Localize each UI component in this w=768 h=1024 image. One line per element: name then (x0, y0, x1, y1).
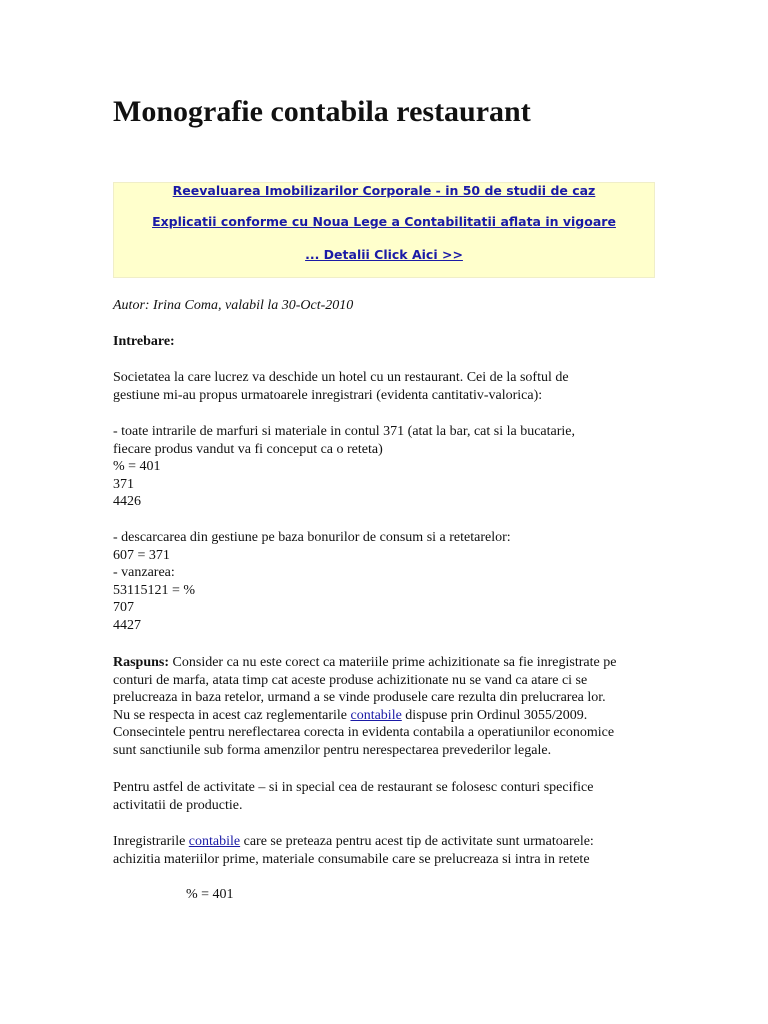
text-line: Societatea la care lucrez va deschide un hotel cu un restaurant. Cei de la softul de (113, 370, 569, 385)
contabile-link[interactable]: contabile (350, 707, 402, 723)
text-line: - vanzarea: (113, 565, 175, 580)
promo-link-detalii[interactable]: ... Detalii Click Aici >> (305, 247, 463, 262)
page-title: Monografie contabila restaurant (113, 95, 531, 128)
entry-line: % = 401 (113, 459, 161, 474)
text-line: sunt sanctiunile sub forma amenzilor pentru nerespectarea prevederilor legale. (113, 742, 552, 758)
entry-line: 607 = 371 (113, 547, 170, 563)
final-equation: % = 401 (186, 887, 234, 902)
records-text: Inregistrarile (113, 834, 189, 849)
entry-line: 371 (113, 476, 134, 492)
entry-line: 4426 (113, 494, 141, 509)
promo-box (113, 182, 655, 278)
answer-text: Consider ca nu este corect ca materiile prime achizitionate sa fie inregistrate pe (169, 655, 617, 670)
contabile-link[interactable]: contabile (188, 834, 241, 849)
records-text: care se preteaza pentru acest tip de activitate sunt urmatoarele: (240, 834, 594, 849)
text-line: conturi de marfa, atata timp cat aceste produse achizitionate nu se vand ca atare ci se (113, 672, 588, 688)
text-line: fiecare produs vandut va fi conceput ca o reteta) (113, 441, 383, 457)
entries-block-consumption-sales (113, 529, 658, 634)
answer-label: Raspuns: (113, 655, 170, 670)
text-line: gestiune mi-au propus urmatoarele inregistrari (evidenta cantitativ-valorica): (113, 387, 543, 403)
records-paragraph (113, 833, 658, 868)
question-heading: Intrebare: (113, 334, 175, 349)
text-line: activitatii de productie. (113, 797, 243, 813)
text-line: Pentru astfel de activitate – si in special cea de restaurant se folosesc conturi specifice (113, 780, 594, 795)
text-line (113, 707, 658, 725)
text-line: - descarcarea din gestiune pe baza bonurilor de consum si a retetarelor: (113, 530, 511, 545)
entry-line: 4427 (113, 617, 141, 633)
text-line (113, 654, 658, 672)
entries-block-purchases (113, 423, 658, 511)
entry-line: 53115121 = % (113, 582, 196, 598)
promo-link-reevaluare[interactable]: Reevaluarea Imobilizarilor Corporale - in 50 de studii de caz (172, 183, 596, 198)
text-line (113, 833, 658, 851)
text-line: achizitia materiilor prime, materiale consumabile care se prelucreaza si intra in retete (113, 851, 590, 867)
promo-link-explicatii[interactable]: Explicatii conforme cu Noua Lege a Contabilitatii aflata in vigoare (152, 214, 616, 229)
answer-paragraph (113, 654, 658, 759)
answer-text: dispuse prin Ordinul 3055/2009. (401, 707, 588, 723)
question-paragraph (113, 369, 658, 404)
author-line: Autor: Irina Coma, valabil la 30-Oct-2010 (113, 298, 354, 313)
text-line: prelucreaza in baza retelor, urmand a se vinde produsele care rezulta din prelucrarea lor. (113, 690, 606, 705)
activity-paragraph (113, 779, 658, 814)
text-line: - toate intrarile de marfuri si materiale in contul 371 (atat la bar, cat si la bucatarie, (113, 424, 576, 439)
answer-text: Nu se respecta in acest caz reglementarile (113, 707, 351, 723)
text-line: Consecintele pentru nereflectarea corecta in evidenta contabila a operatiunilor economice (113, 725, 615, 740)
entry-line: 707 (113, 600, 134, 615)
